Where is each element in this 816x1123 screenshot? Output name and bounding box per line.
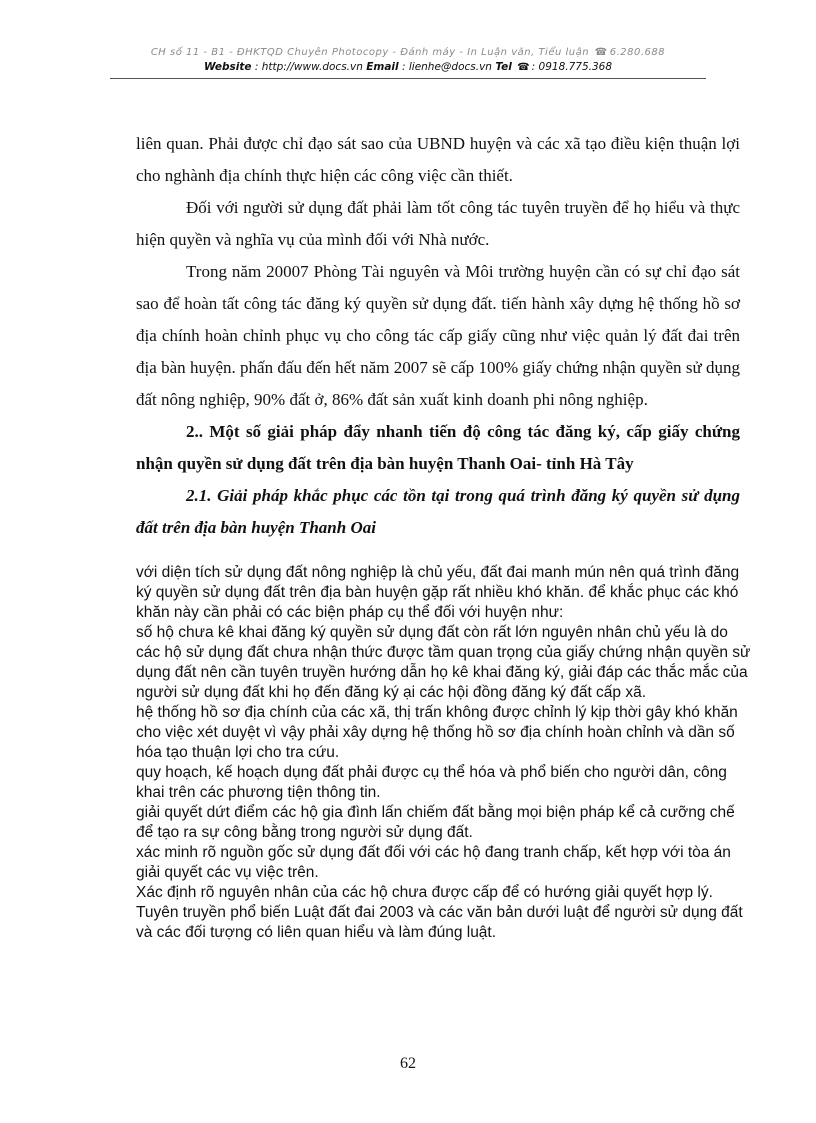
list-item: với diện tích sử dụng đất nông nghiệp là chủ yếu, đất đai manh mún nên quá trình đăng ký quyền sử dụng đất trên địa bàn huyện gặp rất nhiều khó khăn. để khắc phục các khó khăn này cần phải có các biện pháp cụ thể đối với huyện như: [136, 564, 740, 621]
email-link[interactable]: : lienhe@docs.vn [401, 61, 492, 73]
list-item: Tuyên truyền phổ biến Luật đất đai 2003 và các văn bản dưới luật để người sử dụng đất và các đối tượng có liên quan hiểu và làm đúng luật. [136, 904, 743, 941]
solutions-list [136, 563, 756, 943]
paragraph-2: Đối với người sử dụng đất phải làm tốt công tác tuyên truyền để họ hiểu và thực hiện quyền và nghĩa vụ của mình đối với Nhà nước. [136, 198, 740, 249]
phone-icon: ☎ [517, 62, 530, 73]
paragraph-1: liên quan. Phải được chỉ đạo sát sao của UBND huyện và các xã tạo điều kiện thuận lợi cho nghành địa chính thực hiện các công việc cần thiết. [136, 134, 740, 185]
tel-label: Tel [495, 61, 512, 73]
list-item: số hộ chưa kê khai đăng ký quyền sử dụng đất còn rất lớn nguyên nhân chủ yếu là do các hộ sử dụng đất chưa nhận thức được tầm quan trọng của giấy chứng nhận quyền sử dụng đất nên cần tuyên truyền hướng dẫn họ kê khai đăng ký, giải đáp các thắc mắc của người sử dụng đất khi họ đến đăng ký ại các hội đồng đăng ký đất cấp xã. [136, 624, 751, 701]
list-item: Xác định rõ nguyên nhân của các hộ chưa được cấp để có hướng giải quyết hợp lý. [136, 884, 713, 901]
page-number: 62 [400, 1055, 416, 1072]
header-service-text: CH số 11 - B1 - ĐHKTQD Chuyên Photocopy - Đánh máy - In Luận văn, Tiểu luận [150, 47, 590, 58]
header-line-1 [110, 46, 706, 60]
header-line-2 [110, 60, 706, 75]
list-item: hệ thống hồ sơ địa chính của các xã, thị trấn không được chỉnh lý kịp thời gây khó khăn cho việc xét duyệt vì vậy phải xây dựng hệ thống hồ sơ địa chính hoàn chỉnh và dần số hóa tạo thuận lợi cho tra cứu. [136, 704, 738, 761]
email-label: Email [366, 61, 399, 73]
tel-value: : 0918.775.368 [531, 61, 613, 73]
paragraph-3: Trong năm 20007 Phòng Tài nguyên và Môi trường huyện cần có sự chỉ đạo sát sao để hoàn tất công tác đăng ký quyền sử dụng đất. tiến hành xây dựng hệ thống hồ sơ địa chính hoàn chỉnh phục vụ cho công tác cấp giấy cũng như việc quản lý đất đai trên địa bàn huyện. phấn đấu đến hết năm 2007 sẽ cấp 100% giấy chứng nhận quyền sử dụng đất nông nghiệp, 90% đất ở, 86% đất sản xuất kinh doanh phi nông nghiệp. [136, 262, 740, 409]
page-header [110, 46, 706, 75]
main-text [136, 128, 740, 544]
list-item: giải quyết dứt điểm các hộ gia đình lấn chiếm đất bằng mọi biện pháp kể cả cưỡng chế để tạo ra sự công bằng trong người sử dụng đất. [136, 804, 735, 841]
header-divider [110, 78, 706, 79]
subsection-heading: 2.1. Giải pháp khắc phục các tồn tại trong quá trình đăng ký quyền sử dụng đất trên địa bàn huyện Thanh Oai [136, 486, 740, 537]
section-heading: 2.. Một số giải pháp đẩy nhanh tiến độ công tác đăng ký, cấp giấy chứng nhận quyền sử dụng đất trên địa bàn huyện Thanh Oai- tỉnh Hà Tây [136, 422, 740, 473]
list-item: xác minh rõ nguồn gốc sử dụng đất đối với các hộ đang tranh chấp, kết hợp với tòa án giải quyết các vụ việc trên. [136, 844, 731, 881]
website-label: Website [203, 61, 252, 73]
header-phone: 6.280.688 [609, 47, 666, 58]
website-link[interactable]: : http://www.docs.vn [254, 61, 363, 73]
phone-icon: ☎ [594, 47, 608, 58]
list-item: quy hoạch, kế hoạch dụng đất phải được cụ thể hóa và phổ biến cho người dân, công khai trên các phương tiện thông tin. [136, 764, 727, 801]
